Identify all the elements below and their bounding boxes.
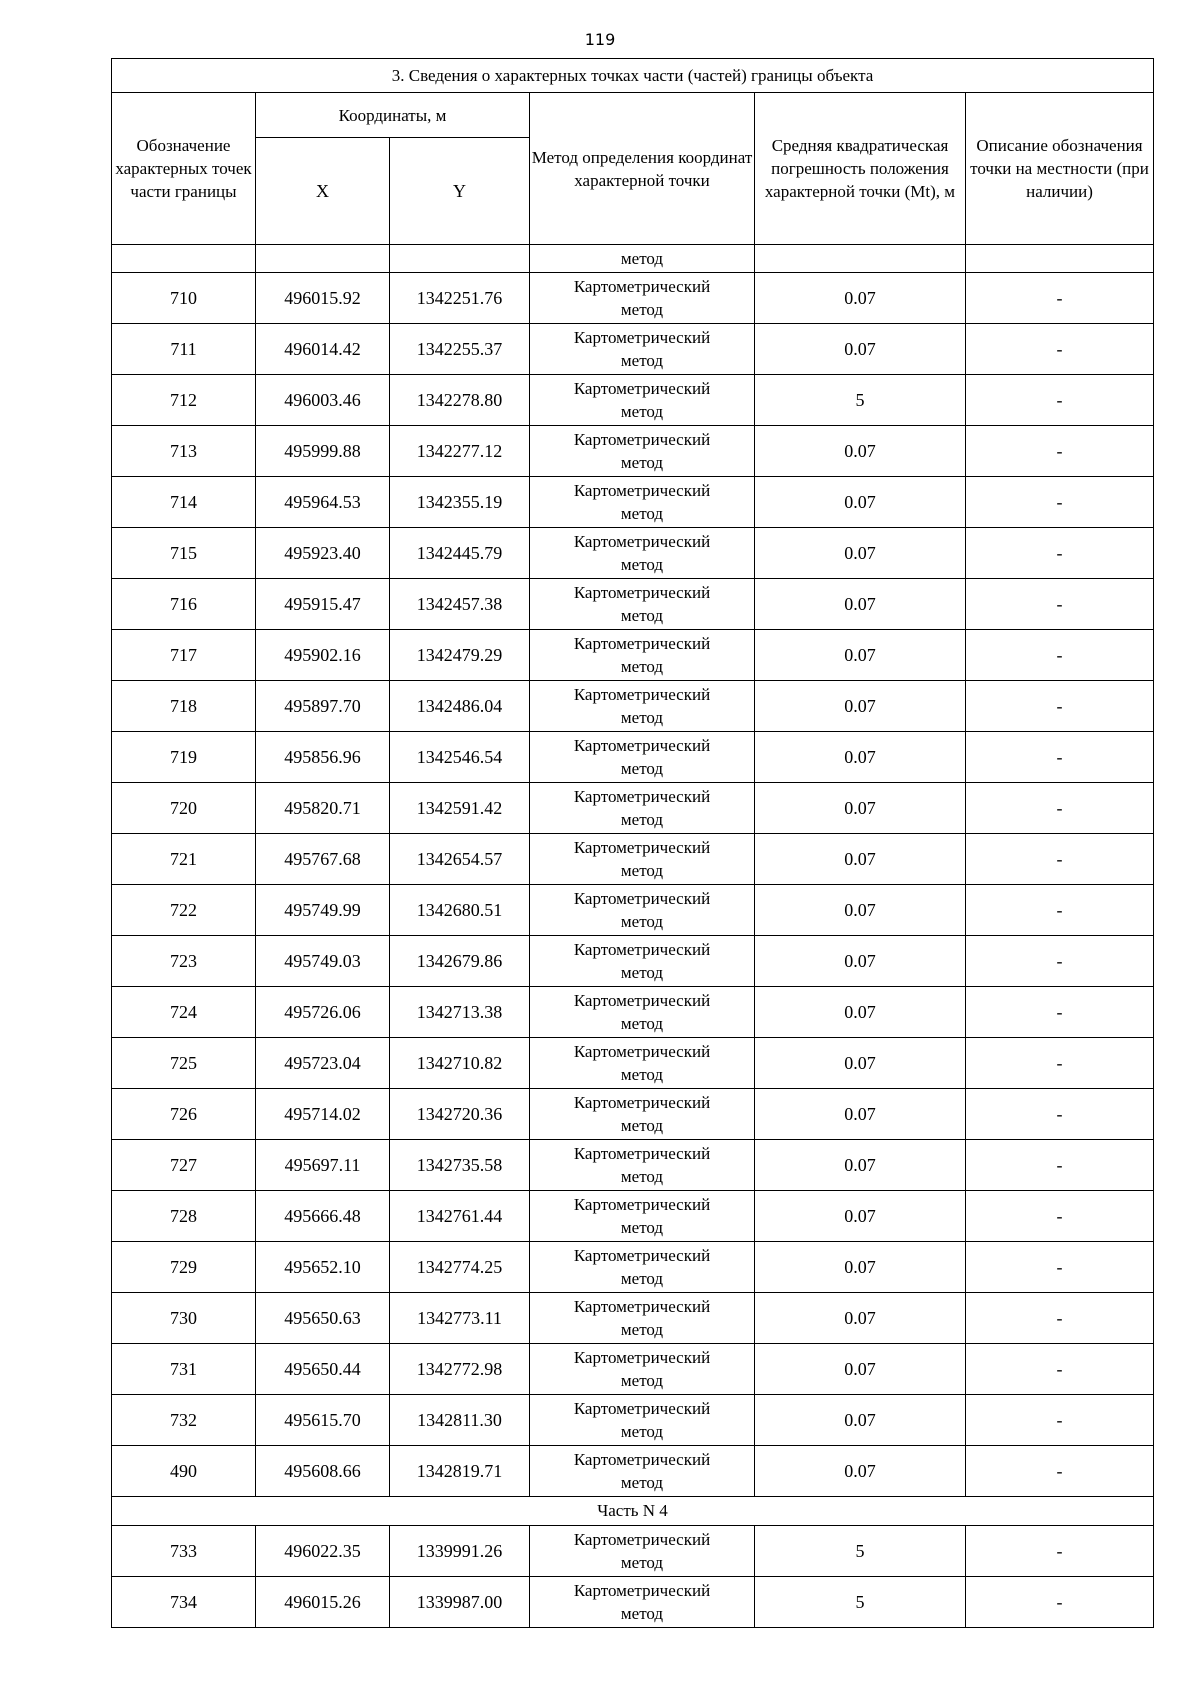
cell-y: 1342546.54 [390,732,530,783]
cell-x: 495902.16 [256,630,390,681]
method-line-2: метод [620,708,664,727]
cell-y: 1342486.04 [390,681,530,732]
cell-description: - [966,1446,1154,1497]
cell-description: - [966,987,1154,1038]
cell-empty [755,245,966,273]
cell-method [530,1446,755,1497]
cell-point-id: 733 [112,1526,256,1577]
cell-point-id: 732 [112,1395,256,1446]
method-line-1: Картометрический [573,838,711,857]
cell-empty [390,245,530,273]
cell-description: - [966,1038,1154,1089]
cell-x: 495749.03 [256,936,390,987]
cell-method [530,1038,755,1089]
cell-description: - [966,681,1154,732]
table-row [112,732,1154,783]
cell-point-id: 722 [112,885,256,936]
cell-method [530,783,755,834]
cell-x: 495767.68 [256,834,390,885]
cell-point-id: 723 [112,936,256,987]
table-row [112,375,1154,426]
cell-description: - [966,834,1154,885]
method-line-2: метод [620,657,664,676]
cell-x: 495749.99 [256,885,390,936]
header-coordinates: Координаты, м [256,93,530,138]
cell-error: 0.07 [755,987,966,1038]
cell-y: 1342819.71 [390,1446,530,1497]
cell-point-id: 729 [112,1242,256,1293]
method-line-2: метод [620,810,664,829]
method-line-2: метод [620,1473,664,1492]
cell-point-id: 721 [112,834,256,885]
method-line-2: метод [620,402,664,421]
part-header-row [112,1497,1154,1526]
cell-point-id: 711 [112,324,256,375]
cell-y: 1342713.38 [390,987,530,1038]
cell-point-id: 713 [112,426,256,477]
cell-point-id: 720 [112,783,256,834]
method-line-2: метод [620,912,664,931]
method-line-1: Картометрический [573,1530,711,1549]
cell-description: - [966,528,1154,579]
cell-y: 1342445.79 [390,528,530,579]
table-row [112,1191,1154,1242]
cell-point-id: 714 [112,477,256,528]
method-line-1: Картометрический [573,940,711,959]
method-line-2: метод [620,1269,664,1288]
cell-method [530,681,755,732]
cell-empty [256,245,390,273]
cell-description: - [966,1395,1154,1446]
method-line-2: метод [620,1320,664,1339]
cell-error: 0.07 [755,1140,966,1191]
cell-description: - [966,1191,1154,1242]
method-line-1: Картометрический [573,1246,711,1265]
method-line-1: Картометрический [573,379,711,398]
cell-error: 0.07 [755,1344,966,1395]
table-row [112,1577,1154,1628]
method-line-2: метод [620,351,664,370]
method-line-2: метод [620,1553,664,1572]
table-row [112,426,1154,477]
cell-y: 1342811.30 [390,1395,530,1446]
cell-y: 1342251.76 [390,273,530,324]
continuation-row [112,245,1154,273]
cell-method [530,1140,755,1191]
part-label: Часть N 4 [112,1497,1154,1526]
table-row [112,579,1154,630]
cell-method [530,1526,755,1577]
method-line-2: метод [620,1014,664,1033]
cell-y: 1342773.11 [390,1293,530,1344]
cell-y: 1342735.58 [390,1140,530,1191]
cell-y: 1342591.42 [390,783,530,834]
cell-x: 495697.11 [256,1140,390,1191]
cell-point-id: 730 [112,1293,256,1344]
cell-x: 495856.96 [256,732,390,783]
cell-description: - [966,936,1154,987]
cell-empty [966,245,1154,273]
table-row [112,1395,1154,1446]
cell-error: 0.07 [755,1242,966,1293]
cell-point-id: 717 [112,630,256,681]
cell-error: 5 [755,375,966,426]
method-line-2: метод [620,1167,664,1186]
cell-method [530,1395,755,1446]
method-line-1: Картометрический [573,787,711,806]
cell-y: 1342278.80 [390,375,530,426]
table-row [112,1038,1154,1089]
cell-description: - [966,1293,1154,1344]
method-line-2: метод [620,1422,664,1441]
cell-error: 0.07 [755,732,966,783]
cell-description: - [966,477,1154,528]
table-row [112,1140,1154,1191]
cell-error: 0.07 [755,579,966,630]
cell-method [530,732,755,783]
cell-point-id: 710 [112,273,256,324]
table-row [112,834,1154,885]
cell-y: 1342255.37 [390,324,530,375]
method-line-1: Картометрический [573,430,711,449]
method-line-2: метод [620,963,664,982]
table-row [112,1242,1154,1293]
table-row [112,936,1154,987]
method-line-1: Картометрический [573,481,711,500]
cell-description: - [966,1089,1154,1140]
cell-description: - [966,324,1154,375]
method-line-2: метод [620,504,664,523]
cell-point-id: 731 [112,1344,256,1395]
cell-point-id: 726 [112,1089,256,1140]
cell-point-id: 734 [112,1577,256,1628]
cell-error: 0.07 [755,1089,966,1140]
cell-description: - [966,1577,1154,1628]
cell-description: - [966,375,1154,426]
cell-error: 0.07 [755,1446,966,1497]
table-title: 3. Сведения о характерных точках части (частей) границы объекта [112,59,1154,93]
cell-empty [112,245,256,273]
cell-x: 496022.35 [256,1526,390,1577]
cell-error: 0.07 [755,1395,966,1446]
cell-point-id: 712 [112,375,256,426]
cell-y: 1342654.57 [390,834,530,885]
cell-x: 496015.26 [256,1577,390,1628]
cell-y: 1342680.51 [390,885,530,936]
cell-method [530,834,755,885]
cell-x: 496014.42 [256,324,390,375]
table-row [112,1446,1154,1497]
cell-method [530,375,755,426]
cell-x: 495897.70 [256,681,390,732]
cell-method [530,885,755,936]
cell-x: 495714.02 [256,1089,390,1140]
method-line-2: метод [620,300,664,319]
cell-y: 1342679.86 [390,936,530,987]
cell-point-id: 715 [112,528,256,579]
cell-x: 495726.06 [256,987,390,1038]
cell-method [530,273,755,324]
method-line-1: Картометрический [573,1042,711,1061]
cell-method [530,528,755,579]
cell-method [530,1242,755,1293]
cell-method-continuation: метод [530,245,755,273]
method-line-1: Картометрический [573,1450,711,1469]
cell-y: 1342355.19 [390,477,530,528]
cell-description: - [966,1242,1154,1293]
cell-description: - [966,732,1154,783]
method-line-1: Картометрический [573,1297,711,1316]
cell-method [530,1577,755,1628]
cell-x: 495820.71 [256,783,390,834]
cell-y: 1339991.26 [390,1526,530,1577]
table-row [112,273,1154,324]
method-line-1: Картометрический [573,583,711,602]
method-line-1: Картометрический [573,277,711,296]
cell-description: - [966,426,1154,477]
method-line-2: метод [620,759,664,778]
cell-y: 1342761.44 [390,1191,530,1242]
cell-point-id: 490 [112,1446,256,1497]
table-row [112,1526,1154,1577]
cell-method [530,324,755,375]
cell-error: 0.07 [755,1191,966,1242]
table-row [112,477,1154,528]
cell-error: 0.07 [755,477,966,528]
method-line-1: Картометрический [573,889,711,908]
header-method: Метод определения координат характерной точки [530,93,755,245]
header-description: Описание обозначения точки на местности (при наличии) [966,93,1154,245]
cell-y: 1342710.82 [390,1038,530,1089]
cell-method [530,630,755,681]
table-row [112,630,1154,681]
method-line-2: метод [620,861,664,880]
method-line-2: метод [620,1604,664,1623]
method-line-1: Картометрический [573,328,711,347]
cell-x: 496003.46 [256,375,390,426]
table-row [112,1344,1154,1395]
cell-error: 0.07 [755,324,966,375]
cell-error: 0.07 [755,630,966,681]
cell-point-id: 725 [112,1038,256,1089]
cell-x: 495608.66 [256,1446,390,1497]
method-line-2: метод [620,1218,664,1237]
cell-description: - [966,1140,1154,1191]
cell-description: - [966,273,1154,324]
cell-point-id: 727 [112,1140,256,1191]
method-line-2: метод [620,453,664,472]
table-row [112,783,1154,834]
cell-method [530,1191,755,1242]
cell-error: 0.07 [755,783,966,834]
cell-description: - [966,783,1154,834]
method-line-1: Картометрический [573,532,711,551]
cell-point-id: 716 [112,579,256,630]
cell-y: 1342277.12 [390,426,530,477]
header-error: Средняя квадратическая погрешность положения характерной точки (Mt), м [755,93,966,245]
table-row [112,1089,1154,1140]
cell-y: 1342720.36 [390,1089,530,1140]
cell-y: 1342774.25 [390,1242,530,1293]
cell-error: 0.07 [755,528,966,579]
cell-x: 495964.53 [256,477,390,528]
cell-x: 495999.88 [256,426,390,477]
cell-error: 0.07 [755,681,966,732]
table-row [112,681,1154,732]
cell-method [530,579,755,630]
method-line-1: Картометрический [573,1399,711,1418]
cell-x: 495666.48 [256,1191,390,1242]
method-line-2: метод [620,555,664,574]
table-row [112,1293,1154,1344]
method-line-1: Картометрический [573,1144,711,1163]
cell-point-id: 719 [112,732,256,783]
method-line-2: метод [620,606,664,625]
method-line-1: Картометрический [573,1581,711,1600]
cell-point-id: 718 [112,681,256,732]
cell-description: - [966,1344,1154,1395]
method-line-1: Картометрический [573,991,711,1010]
method-line-1: Картометрический [573,634,711,653]
table-row [112,987,1154,1038]
cell-method [530,1089,755,1140]
cell-error: 0.07 [755,936,966,987]
method-line-1: Картометрический [573,1093,711,1112]
header-x: X [256,138,390,245]
cell-x: 495923.40 [256,528,390,579]
cell-point-id: 728 [112,1191,256,1242]
cell-x: 495723.04 [256,1038,390,1089]
cell-error: 5 [755,1577,966,1628]
cell-x: 495650.44 [256,1344,390,1395]
header-designation: Обозначение характерных точек части границы [112,93,256,245]
cell-x: 495915.47 [256,579,390,630]
cell-method [530,987,755,1038]
cell-method [530,426,755,477]
table-row [112,885,1154,936]
cell-description: - [966,885,1154,936]
cell-x: 495650.63 [256,1293,390,1344]
method-line-1: Картометрический [573,736,711,755]
method-line-1: Картометрический [573,1195,711,1214]
cell-y: 1342479.29 [390,630,530,681]
method-line-2: метод [620,1065,664,1084]
table-row [112,324,1154,375]
cell-error: 0.07 [755,1293,966,1344]
cell-y: 1342772.98 [390,1344,530,1395]
cell-description: - [966,1526,1154,1577]
cell-y: 1342457.38 [390,579,530,630]
cell-error: 0.07 [755,273,966,324]
cell-error: 0.07 [755,885,966,936]
method-line-1: Картометрический [573,685,711,704]
cell-error: 5 [755,1526,966,1577]
cell-method [530,1293,755,1344]
table-row [112,528,1154,579]
cell-error: 0.07 [755,834,966,885]
cell-description: - [966,630,1154,681]
cell-method [530,477,755,528]
cell-description: - [966,579,1154,630]
cell-method [530,936,755,987]
method-line-1: Картометрический [573,1348,711,1367]
method-line-2: метод [620,1371,664,1390]
page-number: 119 [584,30,616,49]
method-line-2: метод [620,1116,664,1135]
cell-error: 0.07 [755,426,966,477]
cell-error: 0.07 [755,1038,966,1089]
characteristic-points-table [111,58,1154,1628]
cell-point-id: 724 [112,987,256,1038]
cell-x: 496015.92 [256,273,390,324]
cell-x: 495652.10 [256,1242,390,1293]
cell-y: 1339987.00 [390,1577,530,1628]
cell-x: 495615.70 [256,1395,390,1446]
header-y: Y [390,138,530,245]
cell-method [530,1344,755,1395]
